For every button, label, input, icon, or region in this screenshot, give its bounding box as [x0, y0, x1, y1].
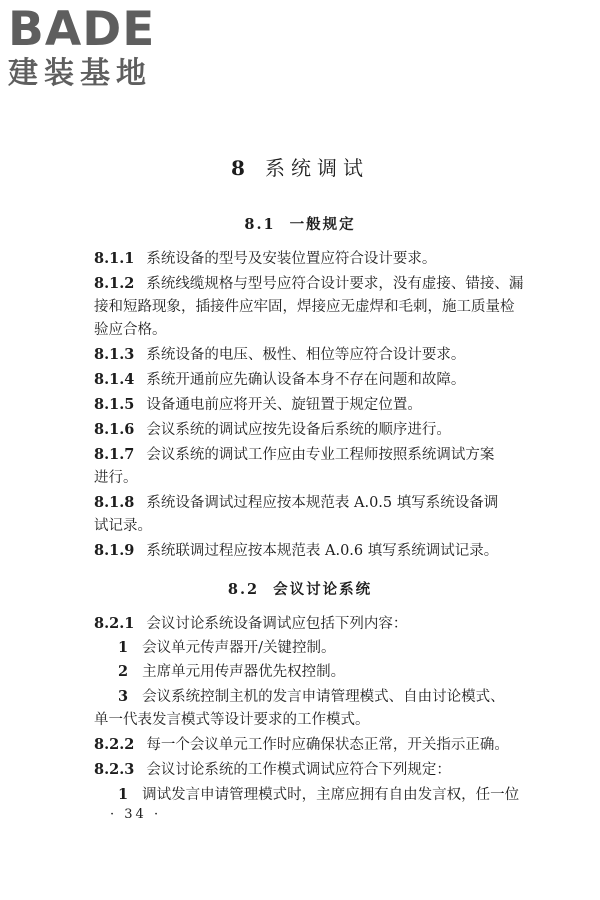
clause-line: 8.1.7 会议系统的调试工作应由专业工程师按照系统调试方案	[94, 446, 495, 463]
clause-line: 8.1.3 系统设备的电压、极性、相位等应符合设计要求。	[94, 346, 466, 363]
section-heading: 一般规定	[289, 216, 356, 233]
clause-line-continued: 进行。	[94, 470, 138, 486]
clause-line: 8.2.2 每一个会议单元工作时应确保状态正常，开关指示正确。	[94, 736, 509, 753]
logo-subtitle: 建装基地	[8, 56, 152, 91]
chapter-title	[0, 152, 600, 181]
sub-item-line: 1 调试发言申请管理模式时，主席应拥有自由发言权，任一位	[118, 786, 520, 803]
clause-line: 8.2.3 会议讨论系统的工作模式调试应符合下列规定：	[94, 761, 451, 778]
clause-line-continued: 试记录。	[94, 518, 152, 534]
section-title-8-1	[0, 213, 600, 234]
clause-line: 8.1.4 系统开通前应先确认设备本身不存在问题和故障。	[94, 371, 466, 388]
clause-line: 8.1.6 会议系统的调试应按先设备后系统的顺序进行。	[94, 421, 451, 438]
chapter-heading: 系统调试	[264, 156, 369, 180]
clause-line-continued: 单一代表发言模式等设计要求的工作模式。	[94, 712, 370, 728]
logo-brand: BADE	[8, 2, 156, 57]
clause-line: 8.1.2 系统线缆规格与型号应符合设计要求，没有虚接、错接、漏	[94, 275, 524, 292]
clause-line-continued: 接和短路现象，插接件应牢固，焊接应无虚焊和毛刺，施工质量检	[94, 299, 515, 315]
section-heading: 会议讨论系统	[273, 581, 373, 598]
sub-item-line: 3 会议系统控制主机的发言申请管理模式、自由讨论模式、	[118, 688, 505, 705]
clause-line: 8.1.9 系统联调过程应按本规范表 A.0.6 填写系统调试记录。	[94, 542, 499, 559]
logo	[8, 4, 178, 96]
section-number: 8.1	[244, 216, 276, 233]
page-number: · 34 ·	[110, 807, 162, 822]
section-title-8-2	[0, 578, 600, 599]
sub-item-line: 2 主席单元用传声器优先权控制。	[118, 663, 346, 680]
clause-line: 8.1.8 系统设备调试过程应按本规范表 A.0.5 填写系统设备调	[94, 494, 499, 511]
sub-item-line: 1 会议单元传声器开/关键控制。	[118, 639, 336, 656]
clause-line-continued: 验应合格。	[94, 322, 167, 338]
chapter-number: 8	[231, 156, 251, 180]
clause-line: 8.2.1 会议讨论系统设备调试应包括下列内容：	[94, 615, 408, 632]
clause-line: 8.1.5 设备通电前应将开关、旋钮置于规定位置。	[94, 396, 422, 413]
clause-line: 8.1.1 系统设备的型号及安装位置应符合设计要求。	[94, 250, 437, 267]
section-number: 8.2	[227, 581, 260, 598]
